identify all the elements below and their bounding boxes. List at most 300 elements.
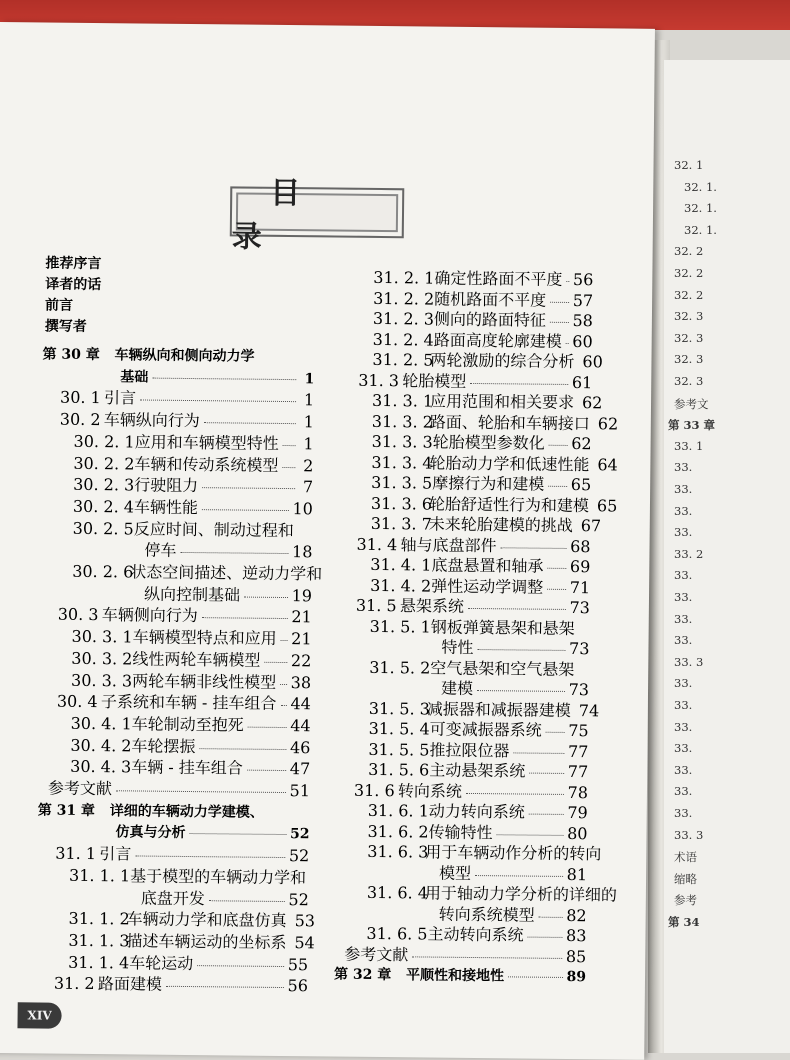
- entry-title: 基于模型的车辆动力学和: [130, 867, 306, 887]
- leader-dots: [477, 649, 565, 651]
- toc-entry: [371, 515, 591, 535]
- toc-entry: [367, 822, 587, 842]
- entry-number: 31. 5. 2: [369, 658, 430, 677]
- entry-title: 路面建模: [98, 975, 162, 994]
- toc-entry: [60, 389, 314, 410]
- next-page-line: 33.: [674, 612, 692, 626]
- entry-number: 31. 2. 1: [373, 269, 434, 288]
- entry-page-number: 52: [290, 825, 310, 843]
- next-page-line: 32. 2: [674, 244, 703, 258]
- leader-dots: [199, 748, 286, 750]
- entry-number: 31. 3. 1: [372, 392, 430, 411]
- entry-page-number: 53: [295, 912, 309, 930]
- toc-entry: [73, 519, 313, 540]
- leader-dots: [412, 956, 562, 959]
- next-page-line: 33.: [674, 676, 692, 690]
- leader-dots: [528, 937, 563, 938]
- entry-number: 31. 6. 1: [368, 802, 429, 821]
- entry-number: 30. 4. 2: [70, 736, 131, 755]
- entry-page-number: 64: [597, 456, 611, 474]
- entry-title: 车辆侧向行为: [102, 606, 198, 625]
- leader-dots: [470, 382, 568, 384]
- toc-entry: [74, 433, 314, 454]
- toc-entry: [372, 433, 592, 453]
- toc-entry: [372, 392, 592, 412]
- leader-dots: [475, 875, 563, 877]
- entry-title: 可变减振器系统: [430, 721, 542, 740]
- entry-title: 应用和车辆模型特性: [135, 433, 279, 453]
- entry-page-number: 1: [300, 413, 314, 431]
- leader-dots: [546, 732, 565, 733]
- entry-title: 轮胎动力学和低速性能: [429, 454, 589, 474]
- toc-entry: [54, 975, 308, 996]
- toc-entry: [68, 953, 308, 974]
- entry-title: 底盘开发: [141, 889, 205, 908]
- entry-title: 状态空间描述、逆动力学和: [130, 563, 322, 583]
- entry-number: 31. 5. 1: [370, 617, 431, 636]
- next-page-line: 33. 1: [674, 439, 703, 453]
- entry-title: 动力转向系统: [429, 803, 525, 822]
- front-matter-item: 推荐序言: [45, 254, 101, 273]
- leader-dots: [497, 834, 564, 836]
- toc-entry: [68, 932, 308, 953]
- entry-number: 31. 3: [358, 371, 402, 389]
- entry-number: 30. 2. 5: [73, 519, 134, 538]
- entry-title: 转向系统模型: [439, 905, 535, 924]
- entry-number: 31. 5. 5: [368, 740, 429, 759]
- toc-entry: [369, 658, 589, 678]
- entry-title: 模型: [439, 864, 471, 882]
- entry-number: 31. 1: [55, 845, 99, 863]
- entry-page-number: 47: [290, 760, 311, 778]
- entry-title: 应用范围和相关要求: [430, 393, 574, 413]
- toc-entry: [441, 680, 589, 700]
- toc-entry: [73, 454, 313, 475]
- toc-entry: [356, 597, 590, 617]
- entry-page-number: 1: [300, 392, 314, 410]
- entry-page-number: 82: [566, 906, 587, 924]
- entry-page-number: 57: [573, 292, 594, 310]
- entry-title: 线性两轮车辆模型: [132, 650, 260, 669]
- leader-dots: [282, 466, 295, 467]
- entry-page-number: 19: [292, 587, 313, 605]
- entry-number: 30. 2. 1: [74, 433, 135, 452]
- entry-number: 31. 3. 3: [372, 433, 433, 452]
- leader-dots: [466, 792, 564, 794]
- toc-entry: [372, 412, 592, 432]
- entry-number: 31. 5. 6: [368, 761, 429, 780]
- entry-title: 轮胎模型参数化: [433, 434, 545, 453]
- entry-number: 30. 3. 1: [71, 628, 132, 647]
- next-page-line: 33.: [674, 460, 692, 474]
- entry-title: 引言: [104, 390, 136, 408]
- toc-entry: [368, 761, 588, 781]
- toc-entry: [368, 740, 588, 760]
- entry-title: 弹性运动学调整: [431, 577, 543, 596]
- entry-number: 30. 2. 3: [73, 476, 134, 495]
- entry-page-number: 83: [566, 927, 587, 945]
- toc-entry: [439, 905, 587, 925]
- entry-title: 基础: [120, 368, 148, 386]
- entry-page-number: 74: [579, 702, 593, 720]
- leader-dots: [468, 608, 566, 610]
- entry-number: 30. 3. 2: [71, 650, 132, 669]
- next-page-line: 33.: [674, 763, 692, 777]
- entry-title: 参考文献: [48, 780, 112, 799]
- toc-entry: [58, 606, 312, 627]
- leader-dots: [135, 856, 285, 859]
- next-page-line: 术语: [674, 849, 697, 865]
- entry-page-number: 73: [569, 599, 590, 617]
- entry-title: 推拉限位器: [429, 741, 509, 760]
- next-page-line: 33.: [674, 741, 692, 755]
- entry-title: 车轮运动: [129, 954, 193, 973]
- leader-dots: [116, 790, 286, 793]
- entry-title: 车轮制动至抱死: [132, 715, 244, 734]
- toc-entry: [71, 628, 311, 649]
- toc-page: [0, 22, 655, 1060]
- entry-title: 反应时间、制动过程和: [134, 520, 294, 540]
- leader-dots: [180, 552, 288, 554]
- entry-title: 停车: [144, 542, 176, 560]
- entry-page-number: 78: [568, 783, 589, 801]
- entry-title: 悬架系统: [400, 597, 464, 616]
- entry-title: 减振器和减振器建模: [427, 700, 571, 720]
- toc-entry: [141, 889, 309, 909]
- leader-dots: [529, 773, 564, 774]
- entry-title: 用于车辆动作分析的转向: [425, 843, 601, 863]
- entry-number: 31. 5. 3: [369, 699, 427, 718]
- entry-title: 钢板弹簧悬架和悬架: [431, 618, 575, 638]
- entry-title: 转向系统: [398, 782, 462, 801]
- next-page-line: 32. 3: [674, 309, 703, 323]
- entry-page-number: 77: [568, 763, 589, 781]
- next-page-line: 32. 3: [674, 331, 703, 345]
- entry-title: 空气悬架和空气悬架: [430, 659, 574, 679]
- toc-entry: [370, 556, 590, 576]
- entry-page-number: 62: [582, 394, 596, 412]
- toc-entry: [70, 736, 310, 757]
- leader-dots: [529, 814, 564, 815]
- entry-page-number: 73: [569, 681, 590, 699]
- leader-dots: [202, 487, 295, 489]
- entry-page-number: 22: [291, 652, 312, 670]
- toc-entry: [38, 801, 310, 822]
- entry-page-number: 1: [300, 435, 314, 453]
- toc-entry: [371, 453, 591, 473]
- entry-number: 30. 4. 3: [70, 758, 131, 777]
- entry-number: 31. 5. 4: [369, 720, 430, 739]
- entry-page-number: 67: [581, 517, 595, 535]
- toc-entry: [368, 802, 588, 822]
- entry-page-number: 52: [289, 847, 310, 865]
- leader-dots: [539, 916, 563, 917]
- entry-number: 31. 1. 1: [69, 867, 130, 886]
- entry-page-number: 21: [291, 608, 312, 626]
- leader-dots: [202, 618, 288, 620]
- next-page-line: 33. 3: [674, 655, 703, 669]
- entry-page-number: 54: [294, 934, 308, 952]
- leader-dots: [566, 281, 569, 282]
- toc-entry: [373, 310, 593, 330]
- next-page-line: 32. 1.: [684, 223, 717, 237]
- entry-page-number: 7: [299, 478, 313, 496]
- toc-entry: [69, 910, 309, 931]
- toc-entry: [441, 639, 589, 659]
- entry-page-number: 56: [573, 271, 594, 289]
- toc-entry: [367, 843, 587, 863]
- entry-page-number: 62: [571, 435, 592, 453]
- entry-page-number: 44: [290, 695, 311, 713]
- toc-entry: [344, 945, 586, 966]
- entry-number: 30. 4. 1: [71, 715, 132, 734]
- entry-page-number: 1: [300, 370, 314, 388]
- next-page-line: 参考: [674, 892, 697, 908]
- entry-title: 车辆性能: [134, 498, 198, 517]
- entry-title: 车辆 - 挂车组合: [131, 759, 243, 778]
- leader-dots: [248, 727, 287, 728]
- entry-page-number: 73: [569, 640, 590, 658]
- toc-entry: [354, 781, 588, 801]
- toc-entry: [57, 693, 311, 714]
- entry-page-number: 81: [567, 865, 588, 883]
- leader-dots: [204, 422, 296, 424]
- entry-title: 轴与底盘部件: [400, 536, 496, 555]
- toc-entry: [372, 351, 592, 371]
- entry-title: 车辆模型特点和应用: [133, 629, 277, 649]
- entry-page-number: 18: [292, 543, 313, 561]
- toc-entry: [115, 824, 309, 844]
- toc-entry: [60, 411, 314, 432]
- leader-dots: [152, 377, 296, 380]
- leader-dots: [280, 683, 287, 684]
- entry-title: 两轮车辆非线性模型: [132, 672, 276, 692]
- entry-number: 31. 3. 5: [371, 474, 432, 493]
- entry-title: 未来轮胎建模的挑战: [429, 516, 573, 536]
- entry-title: 描述车辆运动的坐标系: [126, 932, 286, 952]
- toc-entry: [370, 617, 590, 637]
- entry-number: 31. 3. 4: [371, 453, 429, 472]
- entry-page-number: 75: [568, 722, 589, 740]
- entry-page-number: 56: [287, 977, 308, 995]
- entry-number: 31. 2: [54, 975, 98, 993]
- entry-title: 仿真与分析: [115, 824, 185, 843]
- entry-title: 主动悬架系统: [429, 762, 525, 781]
- toc-entry: [366, 925, 586, 945]
- next-page-line: 32. 1.: [684, 180, 717, 194]
- leader-dots: [166, 986, 284, 988]
- entry-number: 31. 4. 1: [370, 556, 431, 575]
- toc-entry: [73, 498, 313, 519]
- toc-entry: [371, 494, 591, 514]
- leader-dots: [566, 342, 569, 343]
- entry-title: 底盘悬置和轴承: [431, 557, 543, 576]
- entry-page-number: 51: [290, 782, 311, 800]
- entry-number: 30. 2. 6: [72, 563, 130, 582]
- entry-page-number: 61: [572, 374, 593, 392]
- leader-dots: [209, 900, 285, 902]
- toc-entry: [71, 650, 311, 671]
- entry-page-number: 60: [582, 353, 596, 371]
- entry-page-number: 62: [598, 415, 612, 433]
- entry-page-number: 71: [570, 578, 591, 596]
- entry-title: 平顺性和接地性: [406, 966, 504, 985]
- entry-page-number: 79: [567, 804, 588, 822]
- toc-entry: [439, 864, 587, 884]
- next-page-line: 33.: [674, 504, 692, 518]
- leader-dots: [197, 965, 284, 967]
- entry-page-number: 69: [570, 558, 591, 576]
- leader-dots: [247, 770, 286, 771]
- toc-entry: [42, 345, 314, 366]
- entry-number: 30. 2. 4: [73, 498, 134, 517]
- entry-title: 传输特性: [429, 823, 493, 842]
- next-page-line: 33.: [674, 525, 692, 539]
- entry-title: 详细的车辆动力学建模、: [110, 802, 264, 822]
- toc-entry: [70, 758, 310, 779]
- next-page-line: 33.: [674, 784, 692, 798]
- next-page-line: 33.: [674, 633, 692, 647]
- next-page-line: 32. 3: [674, 374, 703, 388]
- front-matter-item: 撰写者: [45, 317, 87, 335]
- next-page-line: 第 34: [668, 914, 700, 930]
- entry-number: 第 31 章: [38, 801, 110, 820]
- page-title: 目 录: [230, 186, 405, 238]
- entry-page-number: 52: [288, 891, 309, 909]
- entry-number: 31. 3. 2: [372, 412, 430, 431]
- entry-number: 31. 1. 2: [69, 910, 127, 929]
- entry-number: 31. 2. 5: [372, 351, 430, 370]
- entry-page-number: 46: [290, 739, 311, 757]
- next-page-line: 第 33 章: [668, 417, 715, 433]
- toc-entry: [367, 884, 587, 904]
- entry-title: 用于轴动力学分析的详细的: [425, 884, 617, 904]
- entry-number: 31. 6. 5: [366, 925, 427, 944]
- front-matter-item: 前言: [45, 296, 73, 314]
- entry-title: 两轮激励的综合分析: [430, 352, 574, 372]
- front-matter-item: 译者的话: [45, 275, 101, 294]
- next-page-line: 33.: [674, 698, 692, 712]
- entry-number: 31. 1. 4: [68, 953, 129, 972]
- entry-title: 车辆纵向行为: [104, 411, 200, 430]
- entry-number: 31. 6. 4: [367, 884, 425, 903]
- entry-page-number: 38: [291, 674, 312, 692]
- toc-entry: [358, 371, 592, 391]
- entry-number: 30. 2: [60, 411, 104, 429]
- entry-number: 31. 2. 2: [373, 289, 434, 308]
- entry-page-number: 65: [571, 476, 592, 494]
- next-page-line: 33. 3: [674, 828, 703, 842]
- entry-title: 车辆和传动系统模型: [134, 455, 278, 475]
- toc-entry: [120, 368, 314, 388]
- toc-entry: [71, 671, 311, 692]
- entry-title: 引言: [99, 845, 131, 863]
- entry-number: 31. 6: [354, 781, 398, 799]
- entry-number: 第 32 章: [334, 966, 406, 985]
- toc-entry: [371, 474, 591, 494]
- leader-dots: [548, 486, 567, 487]
- toc-entry: [48, 780, 310, 801]
- entry-title: 车辆纵向和侧向动力学: [114, 346, 254, 365]
- leader-dots: [547, 588, 566, 589]
- entry-page-number: 10: [292, 500, 313, 518]
- leader-dots: [202, 509, 289, 511]
- entry-number: 31. 6. 3: [367, 843, 425, 862]
- leader-dots: [280, 705, 286, 706]
- entry-title: 纵向控制基础: [144, 585, 240, 604]
- toc-entry: [369, 699, 589, 719]
- entry-number: 30. 2. 2: [73, 454, 134, 473]
- entry-title: 轮胎舒适性行为和建模: [429, 495, 589, 515]
- leader-dots: [281, 640, 288, 641]
- toc-entry: [373, 330, 593, 350]
- next-page-line: 33.: [674, 806, 692, 820]
- leader-dots: [190, 833, 287, 835]
- entry-page-number: 68: [570, 538, 591, 556]
- entry-number: 31. 6. 2: [367, 822, 428, 841]
- next-page-line: 32. 2: [674, 266, 703, 280]
- next-page-line: 参考文: [674, 396, 709, 412]
- entry-number: 31. 3. 7: [371, 515, 429, 534]
- entry-title: 确定性路面不平度: [434, 270, 562, 289]
- entry-title: 路面、轮胎和车辆接口: [430, 413, 590, 433]
- entry-page-number: 77: [568, 742, 589, 760]
- entry-title: 行驶阻力: [134, 477, 198, 496]
- entry-title: 随机路面不平度: [434, 290, 546, 309]
- next-page-line: 32. 1.: [684, 201, 717, 215]
- next-page-line: 33. 2: [674, 547, 703, 561]
- leader-dots: [508, 976, 563, 978]
- leader-dots: [264, 662, 287, 663]
- toc-entry: [370, 576, 590, 596]
- toc-entry: [369, 720, 589, 740]
- entry-number: 30. 1: [60, 389, 104, 407]
- entry-page-number: 21: [291, 630, 312, 648]
- next-page-line: 33.: [674, 590, 692, 604]
- leader-dots: [550, 301, 569, 302]
- entry-page-number: 60: [572, 333, 593, 351]
- leader-dots: [549, 445, 568, 446]
- leader-dots: [244, 596, 288, 597]
- entry-title: 子系统和车辆 - 挂车组合: [101, 693, 277, 713]
- next-page-line: 33.: [674, 482, 692, 496]
- next-page-line: 32. 3: [674, 352, 703, 366]
- entry-number: 31. 1. 3: [68, 932, 126, 951]
- toc-entry: [144, 585, 312, 605]
- entry-page-number: 80: [567, 824, 588, 842]
- next-page-fragment: [664, 60, 790, 1053]
- toc-entry: [334, 966, 586, 987]
- entry-title: 建模: [441, 680, 473, 698]
- entry-title: 侧向的路面特征: [434, 311, 546, 330]
- entry-number: 31. 4: [356, 535, 400, 553]
- entry-page-number: 85: [566, 947, 587, 965]
- entry-title: 主动转向系统: [427, 926, 523, 945]
- entry-page-number: 2: [299, 457, 313, 475]
- entry-page-number: 55: [288, 956, 309, 974]
- entry-title: 摩擦行为和建模: [432, 475, 544, 494]
- leader-dots: [550, 322, 569, 323]
- entry-number: 30. 3. 3: [71, 671, 132, 690]
- page-folio: XIV: [17, 1002, 61, 1028]
- leader-dots: [140, 400, 296, 403]
- toc-entry: [72, 563, 312, 584]
- leader-dots: [513, 752, 564, 754]
- entry-number: 31. 5: [356, 597, 400, 615]
- entry-number: 31. 4. 2: [370, 576, 431, 595]
- toc-entry: [55, 845, 309, 866]
- entry-page-number: 89: [566, 968, 586, 986]
